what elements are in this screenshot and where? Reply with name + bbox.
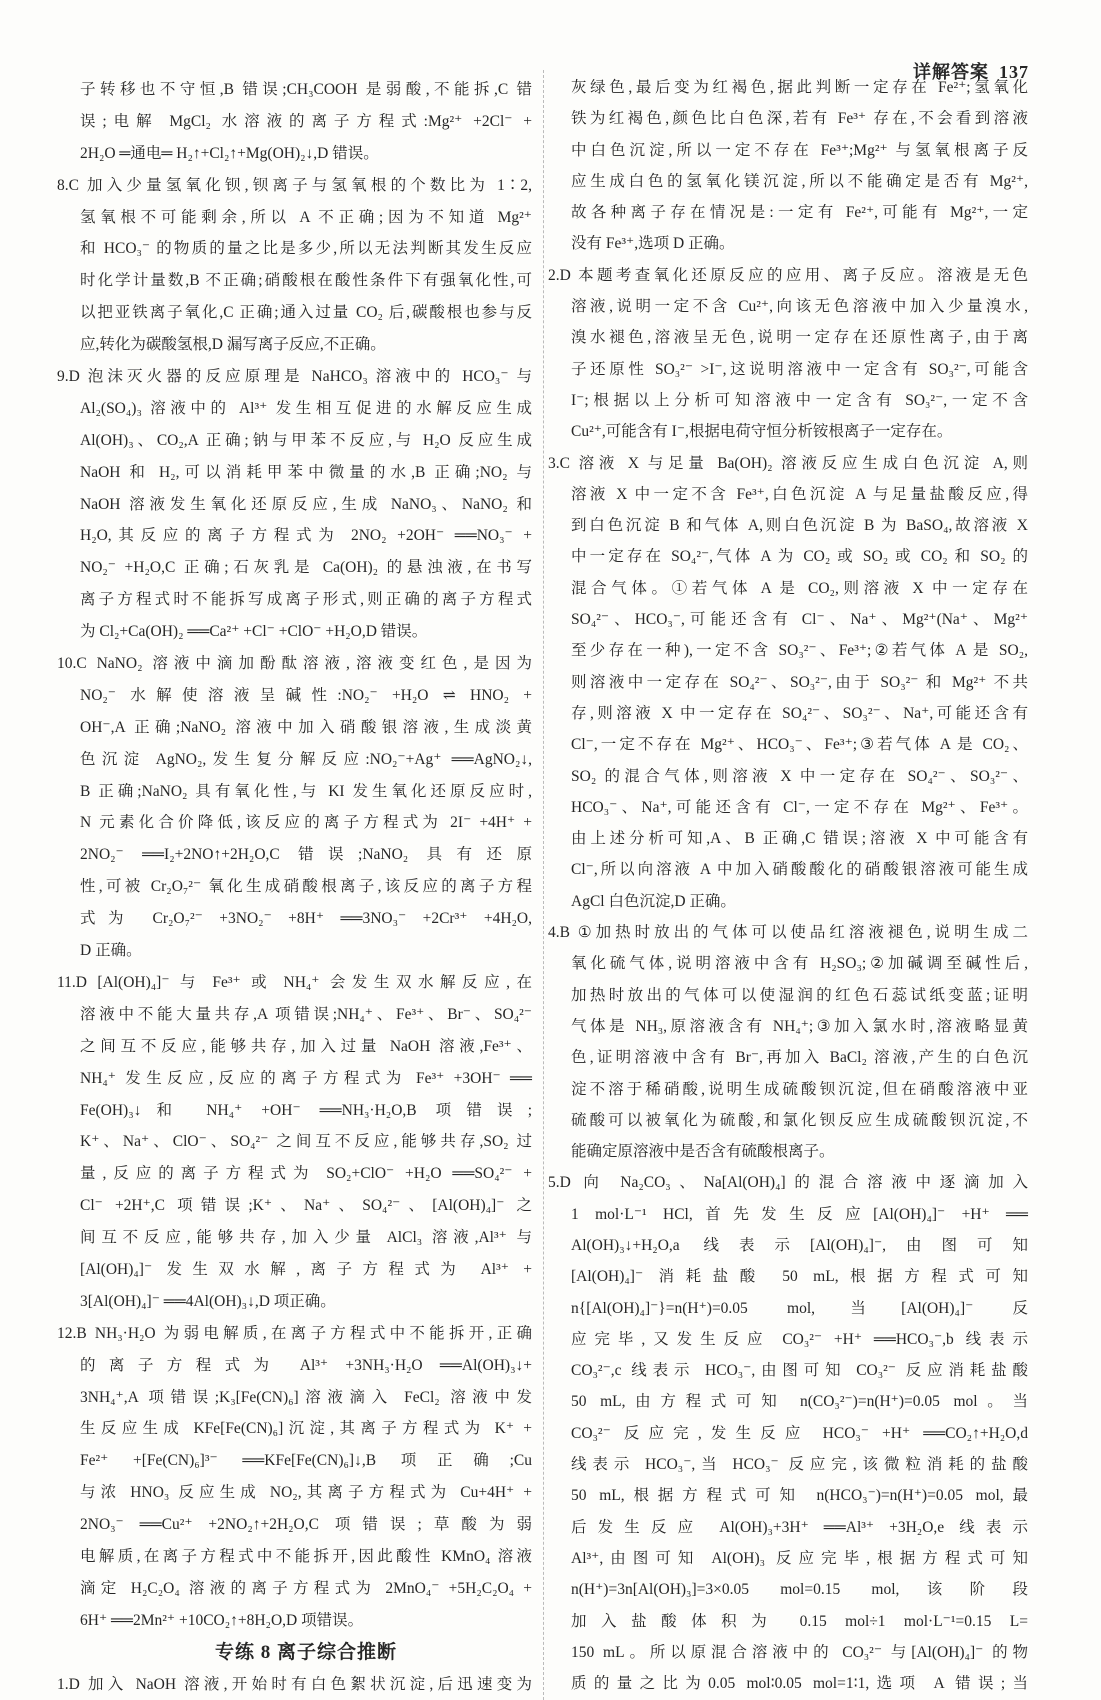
- text-line: [Al(OH)₄]⁻ 发生双水解,离子方程式为 Al³⁺ +: [80, 1260, 532, 1278]
- text-line: 2NO₂⁻ ══I₂+2NO↑+2H₂O,C 错误;NaNO₂ 具有还原: [80, 846, 532, 864]
- text-line: 加入盐酸体积为 0.15 mol÷1 mol·L⁻¹=0.15 L=: [571, 1612, 1028, 1630]
- text-line: Al(OH)₃↓+H₂O,a 线表示[Al(OH)₄]⁻,由图可知: [571, 1236, 1028, 1254]
- text-line: 混合气体。①若气体 A 是 CO₂,则溶液 X 中一定存在: [571, 579, 1028, 597]
- text-line: 灰绿色,最后变为红褐色,据此判断一定存在 Fe²⁺;氢氧化: [571, 79, 1028, 96]
- text-line: 1 mol·L⁻¹ HCl,首先发生反应[Al(OH)₄]⁻ +H⁺ ══: [571, 1205, 1028, 1223]
- text-line: Cl⁻,所以向溶液 A 中加入硝酸酸化的硝酸银溶液可能生成: [571, 861, 1028, 879]
- text-line: 50 mL,根据方程式可知 n(HCO₃⁻)=n(H⁺)=0.05 mol,最: [571, 1487, 1028, 1505]
- text-line: 150 mL。所以原混合溶液中的 CO₃²⁻ 与[Al(OH)₄]⁻ 的物: [571, 1643, 1028, 1661]
- text-line: 50 mL,由方程式可知 n(CO₃²⁻)=n(H⁺)=0.05 mol。当: [571, 1393, 1028, 1411]
- column-divider: [543, 70, 544, 1700]
- text-line: [Al(OH)₄]⁻ 消耗盐酸 50 mL,根据方程式可知: [571, 1268, 1028, 1286]
- text-line: H₂O,其反应的离子方程式为 2NO₂ +2OH⁻ ══NO₃⁻ +: [80, 527, 532, 545]
- text-line: NaOH 溶液发生氧化还原反应,生成 NaNO₃、NaNO₂ 和: [80, 495, 532, 513]
- section-heading: 专练 8 离子综合推断: [214, 1641, 397, 1663]
- text-line: 以把亚铁离子氧化,C 正确;通入过量 CO₂ 后,碳酸根也参与反: [80, 304, 532, 322]
- running-title: 详解答案: [913, 62, 989, 82]
- text-line: 加热时放出的气体可以使湿润的红色石蕊试纸变蓝;证明: [571, 986, 1028, 1004]
- text-line: 故各种离子存在情况是:一定有 Fe²⁺,可能有 Mg²⁺,一定: [571, 204, 1028, 222]
- text-line: 和 HCO₃⁻ 的物质的量之比是多少,所以无法判断其发生反应: [80, 240, 532, 258]
- text-line: I⁻;根据以上分析可知溶液中一定含有 SO₃²⁻,一定不含: [571, 391, 1028, 409]
- text-line: Al₂(SO₄)₃ 溶液中的 Al³⁺ 发生相互促进的水解反应生成: [80, 399, 532, 417]
- text-line: 硫酸可以被氧化为硫酸,和氯化钡反应生成硫酸钡沉淀,不: [571, 1111, 1028, 1129]
- text-line: 中白色沉淀,所以一定不存在 Fe³⁺;Mg²⁺ 与氢氧根离子反: [571, 141, 1028, 159]
- text-line: 3.C 溶液 X 与足量 Ba(OH)₂ 溶液反应生成白色沉淀 A,则: [548, 454, 1028, 472]
- text-line: K⁺、Na⁺、ClO⁻、SO₄²⁻ 之间互不反应,能够共存,SO₂ 过: [80, 1133, 532, 1151]
- text-line: Al³⁺,由图可知 Al(OH)₃ 反应完毕,根据方程式可知: [571, 1549, 1028, 1567]
- text-line: HCO₃⁻、Na⁺,可能还含有 Cl⁻,一定不存在 Mg²⁺、Fe³⁺。: [571, 798, 1028, 816]
- text-line: 存,则溶液 X 中一定存在 SO₄²⁻、SO₃²⁻、Na⁺,可能还含有: [571, 704, 1028, 722]
- text-line: 溴水褪色,溶液呈无色,说明一定存在还原性离子,由于离: [571, 329, 1028, 347]
- text-line: 误;电解 MgCl₂ 水溶液的离子方程式:Mg²⁺ +2Cl⁻ +: [80, 112, 532, 130]
- text-line: CO₃²⁻,c 线表示 HCO₃⁻,由图可知 CO₃²⁻ 反应消耗盐酸: [571, 1362, 1028, 1380]
- text-line: OH⁻,A 正确;NaNO₂ 溶液中加入硝酸银溶液,生成淡黄: [80, 718, 532, 736]
- text-line: 性,可被 Cr₂O₇²⁻ 氧化生成硝酸根离子,该反应的离子方程: [80, 878, 532, 896]
- text-line: 气体是 NH₃,原溶液含有 NH₄⁺;③加入氯水时,溶液略显黄: [571, 1017, 1028, 1035]
- text-line: 与浓 HNO₃ 反应生成 NO₂,其离子方程式为 Cu+4H⁺ +: [80, 1484, 532, 1502]
- text-line: 5.D 向 Na₂CO₃、Na[Al(OH)₄]的混合溶液中逐滴加入: [548, 1174, 1028, 1192]
- text-line: CO₃²⁻ 反应完,发生反应 HCO₃⁻ +H⁺ ══CO₂↑+H₂O,d: [571, 1424, 1028, 1442]
- text-line: Al(OH)₃、CO₂,A 正确;钠与甲苯不反应,与 H₂O 反应生成: [80, 431, 532, 449]
- text-line: Cu²⁺,可能含有 I⁻,根据电荷守恒分析铵根离子一定存在。: [571, 423, 953, 441]
- text-line: Cl⁻,一定不存在 Mg²⁺、HCO₃⁻、Fe³⁺;③若气体 A 是 CO₂、: [571, 736, 1028, 754]
- text-line: 3NH₄⁺,A 项错误;K₃[Fe(CN)₆]溶液滴入 FeCl₂ 溶液中发: [80, 1388, 532, 1406]
- text-line: 由上述分析可知,A、B 正确,C 错误;溶液 X 中可能含有: [571, 830, 1028, 848]
- text-line: 的离子方程式为 Al³⁺ +3NH₃·H₂O ══Al(OH)₃↓+: [80, 1356, 532, 1374]
- text-line: 10.C NaNO₂ 溶液中滴加酚酞溶液,溶液变红色,是因为: [57, 655, 532, 673]
- text-line: 色沉淀 AgNO₂,发生复分解反应:NO₂⁻+Ag⁺ ══AgNO₂↓,: [80, 750, 532, 768]
- text-line: 氧化硫气体,说明溶液中含有 H₂SO₃;②加碱调至碱性后,: [571, 955, 1028, 973]
- text-line: 应生成白色的氢氧化镁沉淀,所以不能确定是否有 Mg²⁺,: [571, 172, 1028, 190]
- text-line: SO₂ 的混合气体,则溶液 X 中一定存在 SO₄²⁻、SO₃²⁻、: [571, 767, 1028, 785]
- text-line: Fe²⁺ +[Fe(CN)₆]³⁻ ══KFe[Fe(CN)₆]↓,B 项正确;Cu: [80, 1452, 532, 1470]
- text-line: 为 Cl₂+Ca(OH)₂ ══Ca²⁺ +Cl⁻ +ClO⁻ +H₂O,D 错误。: [80, 623, 428, 641]
- text-line: 离子方程式时不能拆写成离子形式,则正确的离子方程式: [80, 591, 532, 609]
- page-number: 137: [999, 62, 1029, 82]
- text-line: 至少存在一种),一定不含 SO₃²⁻、Fe³⁺;②若气体 A 是 SO₂,: [571, 642, 1028, 660]
- text-line: NaOH 和 H₂,可以消耗甲苯中微量的水,B 正确;NO₂ 与: [80, 463, 532, 481]
- text-line: 应,转化为碳酸氢根,D 漏写离子反应,不正确。: [80, 336, 386, 354]
- text-line: n{[Al(OH)₄]⁻}=n(H⁺)=0.05 mol,当[Al(OH)₄]⁻ 反: [571, 1299, 1028, 1317]
- text-line: 6H⁺ ══2Mn²⁺ +10CO₂↑+8H₂O,D 项错误。: [80, 1611, 364, 1629]
- text-line: 到白色沉淀 B 和气体 A,则白色沉淀 B 为 BaSO₄,故溶液 X: [571, 517, 1028, 535]
- text-line: 2H₂O ═通电═ H₂↑+Cl₂↑+Mg(OH)₂↓,D 错误。: [80, 144, 379, 162]
- text-line: 2NO₃⁻ ══Cu²⁺ +2NO₂↑+2H₂O,C 项错误;草酸为弱: [80, 1516, 532, 1534]
- text-line: 子还原性 SO₃²⁻ >I⁻,这说明溶液中一定含有 SO₃²⁻,可能含: [571, 360, 1028, 378]
- text-line: 氢氧根不可能剩余,所以 A 不正确;因为不知道 Mg²⁺: [80, 208, 532, 226]
- text-line: 线表示 HCO₃⁻,当 HCO₃⁻ 反应完,该微粒消耗的盐酸: [571, 1456, 1028, 1474]
- text-line: 电解质,在离子方程式中不能拆开,因此酸性 KMnO₄ 溶液: [80, 1547, 532, 1565]
- left-column: [57, 74, 532, 1700]
- text-line: 12.B NH₃·H₂O 为弱电解质,在离子方程式中不能拆开,正确: [57, 1324, 532, 1342]
- text-line: 时化学计量数,B 不正确;硝酸根在酸性条件下有强氧化性,可: [80, 272, 532, 290]
- text-line: 色,证明溶液中含有 Br⁻,再加入 BaCl₂ 溶液,产生的白色沉: [571, 1049, 1028, 1067]
- text-line: 间互不反应,能够共存,加入少量 AlCl₃ 溶液,Al³⁺ 与: [80, 1229, 532, 1247]
- text-line: NH₄⁺ 发生反应,反应的离子方程式为 Fe³⁺ +3OH⁻ ══: [80, 1069, 532, 1087]
- text-line: 能确定原溶液中是否含有硫酸根离子。: [571, 1143, 835, 1161]
- text-line: 9.D 泡沫灭火器的反应原理是 NaHCO₃ 溶液中的 HCO₃⁻ 与: [57, 368, 532, 386]
- text-line: 后发生反应 Al(OH)₃+3H⁺ ══Al³⁺ +3H₂O,e 线表示: [571, 1518, 1028, 1536]
- text-line: 之间互不反应,能够共存,加入过量 NaOH 溶液,Fe³⁺、: [80, 1037, 532, 1055]
- text-line: 中一定存在 SO₄²⁻,气体 A 为 CO₂ 或 SO₂ 或 CO₂ 和 SO₂ 的: [571, 548, 1028, 566]
- text-line: 溶液,说明一定不含 Cu²⁺,向该无色溶液中加入少量溴水,: [571, 298, 1028, 316]
- text-line: 11.D [Al(OH)₄]⁻ 与 Fe³⁺ 或 NH₄⁺ 会发生双水解反应,在: [57, 973, 532, 991]
- text-line: 则溶液中一定存在 SO₄²⁻、SO₃²⁻,由于 SO₃²⁻ 和 Mg²⁺ 不共: [571, 673, 1028, 691]
- text-line: NO₂⁻ +H₂O,C 正确;石灰乳是 Ca(OH)₂ 的悬浊液,在书写: [80, 559, 532, 577]
- text-line: N 元素化合价降低,该反应的离子方程式为 2I⁻ +4H⁺ +: [80, 814, 532, 832]
- text-line: 铁为红褐色,颜色比白色深,若有 Fe³⁺ 存在,不会看到溶液: [571, 110, 1028, 128]
- text-line: 淀不溶于稀硝酸,说明生成硫酸钡沉淀,但在硝酸溶液中亚: [571, 1080, 1028, 1098]
- text-line: D 正确。: [80, 942, 142, 960]
- text-line: AgCl 白色沉淀,D 正确。: [571, 892, 736, 910]
- text-line: 4.B ①加热时放出的气体可以使品红溶液褪色,说明生成二: [548, 924, 1028, 942]
- text-line: 子转移也不守恒,B 错误;CH₃COOH 是弱酸,不能拆,C 错: [80, 81, 532, 98]
- text-line: B 正确;NaNO₂ 具有氧化性,与 KI 发生氧化还原反应时,: [80, 782, 532, 800]
- text-line: Cl⁻ +2H⁺,C 项错误;K⁺、Na⁺、SO₄²⁻、[Al(OH)₄]⁻ 之: [80, 1197, 532, 1215]
- text-line: 量,反应的离子方程式为 SO₂+ClO⁻ +H₂O ══SO₄²⁻ +: [80, 1165, 532, 1183]
- text-line: 2.D 本题考查氧化还原反应的应用、离子反应。溶液是无色: [548, 266, 1028, 284]
- text-line: 式为 Cr₂O₇²⁻ +3NO₂⁻ +8H⁺ ══3NO₃⁻ +2Cr³⁺ +4H₂O,: [80, 910, 532, 928]
- text-line: 质的量之比为0.05 mol∶0.05 mol=1∶1,选项 A 错误;当: [571, 1675, 1028, 1693]
- text-line: 滴定 H₂C₂O₄ 溶液的离子方程式为 2MnO₄⁻ +5H₂C₂O₄ +: [80, 1579, 532, 1597]
- right-column: [548, 72, 1028, 1699]
- text-line: 应完毕,又发生反应 CO₃²⁻ +H⁺ ══HCO₃⁻,b 线表示: [571, 1330, 1028, 1348]
- text-line: 没有 Fe³⁺,选项 D 正确。: [571, 235, 735, 253]
- text-line: 1.D 加入 NaOH 溶液,开始时有白色絮状沉淀,后迅速变为: [57, 1675, 532, 1693]
- text-line: 3[Al(OH)₄]⁻ ══4Al(OH)₃↓,D 项正确。: [80, 1292, 336, 1310]
- text-line: 生反应生成 KFe[Fe(CN)₆]沉淀,其离子方程式为 K⁺ +: [80, 1420, 532, 1438]
- text-line: 8.C 加入少量氢氧化钡,钡离子与氢氧根的个数比为 1∶2,: [57, 176, 532, 194]
- text-line: NO₂⁻ 水解使溶液呈碱性:NO₂⁻ +H₂O ⇌ HNO₂ +: [80, 686, 532, 704]
- text-line: SO₄²⁻、HCO₃⁻,可能还含有 Cl⁻、Na⁺、Mg²⁺(Na⁺、Mg²⁺: [571, 611, 1028, 629]
- text-line: n(H⁺)=3n[Al(OH)₃]=3×0.05 mol=0.15 mol,该阶段: [571, 1581, 1028, 1599]
- text-line: Fe(OH)₃↓和 NH₄⁺ +OH⁻ ══NH₃·H₂O,B 项错误;: [80, 1101, 532, 1119]
- text-line: 溶液 X 中一定不含 Fe³⁺,白色沉淀 A 与足量盐酸反应,得: [571, 485, 1028, 503]
- text-line: 溶液中不能大量共存,A 项错误;NH₄⁺、Fe³⁺、Br⁻、SO₄²⁻: [80, 1005, 532, 1023]
